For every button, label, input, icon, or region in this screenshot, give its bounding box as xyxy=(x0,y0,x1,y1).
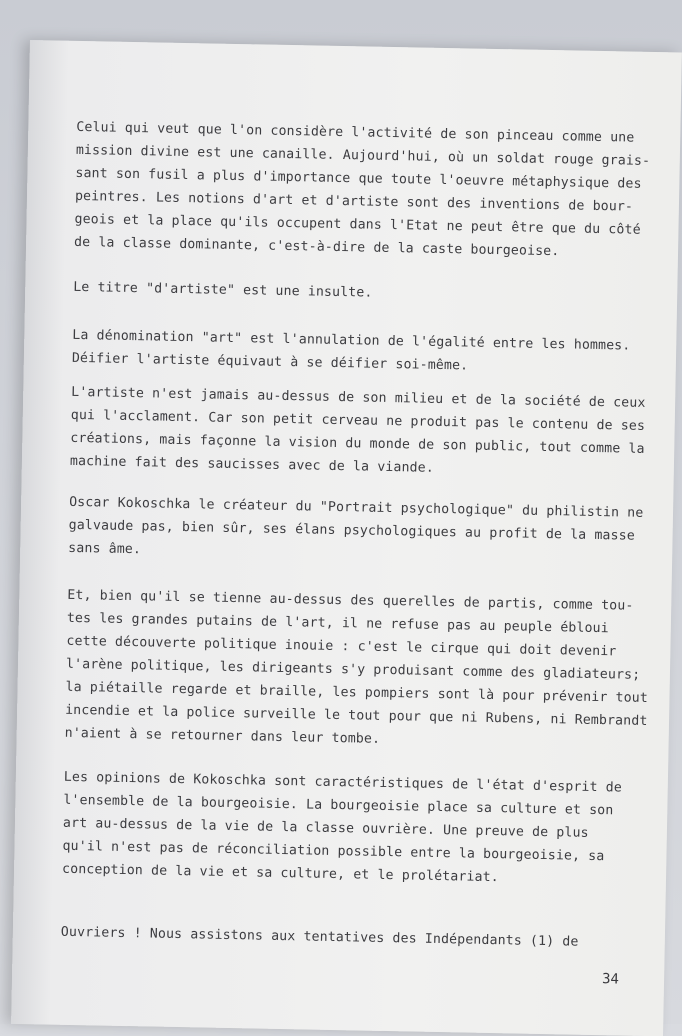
text-line: qui l'acclament. Car son petit cerveau ne produit pas le contenu de ses xyxy=(70,407,646,434)
text-line: l'ensemble de la bourgeoisie. La bourgeoisie place sa culture et son xyxy=(63,792,614,819)
text-line: Déifier l'artiste équivaut à se déifier soi-même. xyxy=(71,350,469,374)
paragraph-5 xyxy=(68,491,649,571)
text-line: Et, bien qu'il se tienne au-dessus des querelles de partis, comme tou- xyxy=(67,587,634,614)
text-line: La dénomination "art" est l'annulation de l'égalité entre les hommes. xyxy=(72,327,631,354)
text-line: tes les grandes putains de l'art, il ne refuse pas au peuple ébloui xyxy=(66,610,609,637)
text-line: peintres. Les notions d'art et d'artiste sont des inventions de bour- xyxy=(74,188,634,215)
text-line: galvaude pas, bien sûr, ses élans psychologiques au profit de la masse xyxy=(68,517,636,544)
document-page xyxy=(11,40,682,1036)
page-number: 34 xyxy=(601,971,620,988)
text-line: Celui qui veut que l'on considère l'activité de son pinceau comme une xyxy=(76,119,635,146)
text-line: machine fait des saucisses avec de la viande. xyxy=(69,453,435,476)
text-line: Les opinions de Kokoschka sont caractéristiques de l'état d'esprit de xyxy=(63,769,623,796)
text-line: cette découverte politique inouie : c'est le cirque qui doit devenir xyxy=(66,633,617,660)
text-line: la piétaille regarde et braille, les pompiers sont là pour prévenir tout xyxy=(65,679,649,706)
text-line: L'artiste n'est jamais au-dessus de son milieu et de la société de ceux xyxy=(71,384,646,411)
paragraph-6 xyxy=(64,584,647,756)
text-line: de la classe dominante, c'est-à-dire de la caste bourgeoise. xyxy=(73,234,560,260)
text-line: n'aient à se retourner dans leur tombe. xyxy=(64,725,381,747)
text-line: Le titre "d'artiste" est une insulte. xyxy=(73,279,373,301)
text-line: créations, mais façonne la vision du monde de son public, tout comme la xyxy=(70,430,645,457)
text-line: l'arène politique, les dirigeants s'y produisant comme des gladiateurs; xyxy=(65,656,641,683)
text-line: Oscar Kokoschka le créateur du "Portrait psychologique" du philistin ne xyxy=(68,494,644,521)
paragraph-8 xyxy=(61,921,641,955)
paragraph-7 xyxy=(62,766,644,892)
text-line: geois et la place qu'ils occupent dans l'Etat ne peut être que du côté xyxy=(74,211,641,238)
paragraph-1 xyxy=(74,116,657,265)
text-line: sans âme. xyxy=(68,540,142,558)
text-line: conception de la vie et sa culture, et le prolétariat. xyxy=(61,861,499,886)
paragraph-3 xyxy=(72,324,653,381)
text-line: art au-dessus de la vie de la classe ouvrière. Une preuve de plus xyxy=(62,815,589,841)
text-line: mission divine est une canaille. Aujourd'hui, où un soldat rouge grais- xyxy=(75,142,651,169)
text-line: sant son fusil a plus d'importance que toute l'oeuvre métaphysique des xyxy=(75,165,642,192)
text-line: Ouvriers ! Nous assistons aux tentatives des Indépendants (1) de xyxy=(60,924,579,950)
text-line: qu'il n'est pas de réconciliation possible entre la bourgeoisie, sa xyxy=(62,838,605,865)
paragraph-4 xyxy=(70,381,652,484)
text-line: incendie et la police surveille le tout pour que ni Rubens, ni Rembrandt xyxy=(64,702,648,729)
paragraph-2 xyxy=(73,276,653,310)
